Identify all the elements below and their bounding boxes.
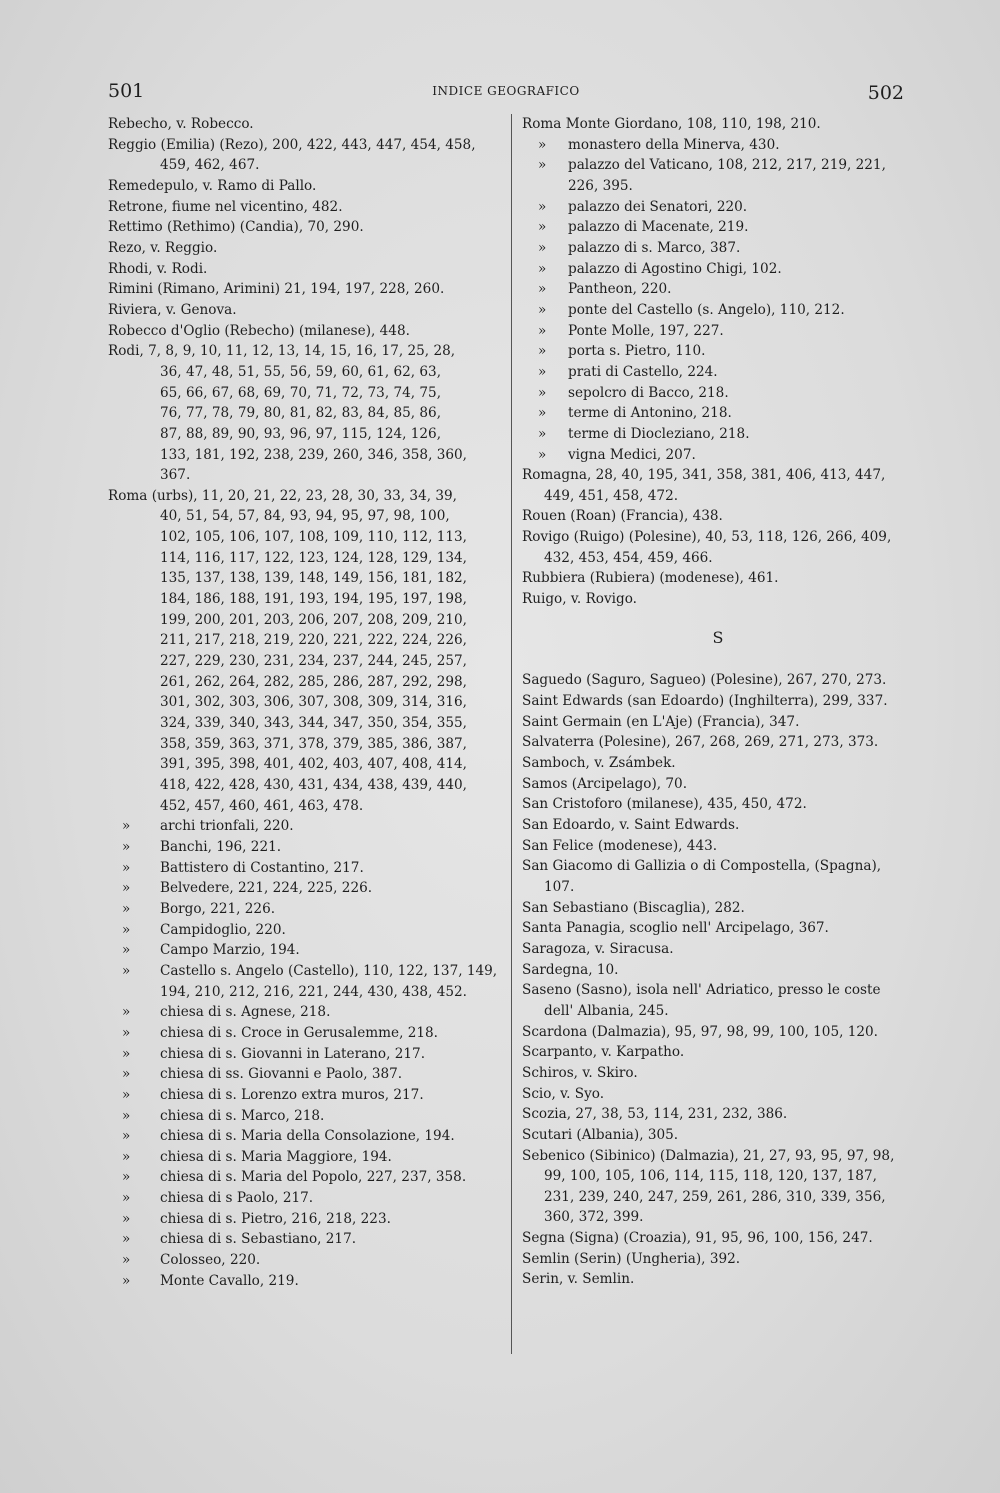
index-entry	[522, 1104, 914, 1125]
ditto-mark: »	[122, 838, 131, 855]
index-entry	[108, 940, 506, 961]
index-entry	[108, 1271, 506, 1292]
entry-text: 184, 186, 188, 191, 193, 194, 195, 197, 198,	[160, 591, 467, 608]
ditto-mark: »	[122, 942, 131, 959]
entry-text: sepolcro di Bacco, 218.	[568, 384, 729, 401]
index-entry	[108, 114, 506, 135]
entry-text: prati di Castello, 224.	[568, 363, 718, 380]
ditto-mark: »	[122, 880, 131, 897]
index-entry	[522, 732, 914, 753]
index-entry	[108, 899, 506, 920]
entry-text: 301, 302, 303, 306, 307, 308, 309, 314, 316,	[160, 694, 467, 711]
index-entry	[522, 1249, 914, 1270]
entry-text: Saint Germain (en L'Aje) (Francia), 347.	[522, 713, 800, 730]
ditto-mark: »	[122, 1004, 131, 1021]
index-entry	[522, 670, 914, 691]
ditto-mark: »	[122, 1169, 131, 1186]
entry-text: Monte Cavallo, 219.	[160, 1272, 299, 1289]
ditto-mark: »	[122, 1024, 131, 1041]
ditto-mark: »	[122, 818, 131, 835]
index-entry	[522, 1207, 914, 1228]
index-entry	[108, 445, 506, 466]
index-entry	[108, 155, 506, 176]
entry-text: 87, 88, 89, 90, 93, 96, 97, 115, 124, 126,	[160, 425, 442, 442]
index-entry	[522, 712, 914, 733]
ditto-mark: »	[122, 1107, 131, 1124]
ditto-mark: »	[538, 239, 547, 256]
index-entry	[108, 1147, 506, 1168]
entry-text: Schiros, v. Skiro.	[522, 1064, 638, 1081]
index-entry	[522, 486, 914, 507]
index-entry	[108, 568, 506, 589]
index-entry	[108, 589, 506, 610]
index-entry	[522, 548, 914, 569]
entry-text: 324, 339, 340, 343, 344, 347, 350, 354, 355,	[160, 715, 467, 732]
index-entry	[522, 774, 914, 795]
entry-text: Semlin (Serin) (Ungheria), 392.	[522, 1250, 741, 1267]
index-entry	[108, 341, 506, 362]
index-entry	[108, 362, 506, 383]
section-letter: S	[712, 627, 724, 647]
ditto-mark: »	[122, 921, 131, 938]
index-entry	[522, 794, 914, 815]
page-number-left: 501	[108, 80, 145, 102]
entry-text: San Felice (modenese), 443.	[522, 837, 718, 854]
index-entry	[108, 775, 506, 796]
ditto-mark: »	[538, 198, 547, 215]
entry-text: San Giacomo di Gallizia o di Compostella, (Spagna),	[522, 858, 882, 875]
index-entry	[108, 1044, 506, 1065]
index-entry	[522, 341, 914, 362]
entry-text: Reggio (Emilia) (Rezo), 200, 422, 443, 447, 454, 458,	[108, 136, 476, 153]
entry-text: 65, 66, 67, 68, 69, 70, 71, 72, 73, 74, 75,	[160, 384, 442, 401]
index-entry	[522, 691, 914, 712]
entry-text: Rouen (Roan) (Francia), 438.	[522, 508, 723, 525]
entry-text: vigna Medici, 207.	[568, 446, 696, 463]
index-entry	[522, 321, 914, 342]
entry-text: San Sebastiano (Biscaglia), 282.	[522, 899, 745, 916]
index-entry	[522, 960, 914, 981]
index-entry	[522, 135, 914, 156]
index-entry	[108, 383, 506, 404]
index-entry	[108, 527, 506, 548]
index-entry	[522, 589, 914, 610]
index-entry	[522, 114, 914, 135]
index-entry	[522, 383, 914, 404]
index-entry	[108, 486, 506, 507]
ditto-mark: »	[122, 1045, 131, 1062]
entry-text: 102, 105, 106, 107, 108, 109, 110, 112, 113,	[160, 529, 467, 546]
index-entry	[108, 548, 506, 569]
entry-text: chiesa di s Paolo, 217.	[160, 1190, 314, 1207]
ditto-mark: »	[538, 343, 547, 360]
entry-text: chiesa di s. Sebastiano, 217.	[160, 1231, 357, 1248]
ditto-mark: »	[122, 900, 131, 917]
ditto-mark: »	[538, 281, 547, 298]
index-entry	[108, 610, 506, 631]
index-entry	[108, 1209, 506, 1230]
index-entry	[108, 672, 506, 693]
index-entry	[522, 424, 914, 445]
ditto-mark: »	[122, 1231, 131, 1248]
entry-text: Saseno (Sasno), isola nell' Adriatico, presso le coste	[522, 982, 881, 999]
index-entry	[108, 176, 506, 197]
index-entry	[522, 1187, 914, 1208]
entry-text: Retrone, fiume nel vicentino, 482.	[108, 198, 343, 215]
ditto-mark: »	[122, 1066, 131, 1083]
entry-text: chiesa di ss. Giovanni e Paolo, 387.	[160, 1066, 403, 1083]
entry-text: Samboch, v. Zsámbek.	[522, 755, 676, 772]
index-entry	[522, 238, 914, 259]
ditto-mark: »	[538, 301, 547, 318]
index-entry	[108, 1250, 506, 1271]
entry-text: 133, 181, 192, 238, 239, 260, 346, 358, 360,	[160, 446, 467, 463]
index-entry	[108, 300, 506, 321]
entry-text: Rezo, v. Reggio.	[108, 239, 218, 256]
index-entry	[108, 321, 506, 342]
index-entry	[522, 1042, 914, 1063]
ditto-mark: »	[538, 446, 547, 463]
index-entry	[522, 362, 914, 383]
index-entry	[108, 197, 506, 218]
entry-text: chiesa di s. Maria del Popolo, 227, 237, 358.	[160, 1169, 467, 1186]
entry-text: porta s. Pietro, 110.	[568, 343, 706, 360]
ditto-mark: »	[538, 425, 547, 442]
index-entry	[522, 259, 914, 280]
entry-text: palazzo del Vaticano, 108, 212, 217, 219, 221,	[568, 157, 886, 174]
index-entry	[108, 630, 506, 651]
index-entry	[108, 424, 506, 445]
ditto-mark: »	[538, 405, 547, 422]
page-title: INDICE GEOGRAFICO	[432, 84, 580, 98]
entry-text: Ponte Molle, 197, 227.	[568, 322, 724, 339]
entry-text: 99, 100, 105, 106, 114, 115, 118, 120, 137, 187,	[544, 1168, 877, 1185]
entry-text: Banchi, 196, 221.	[160, 838, 282, 855]
running-header	[108, 80, 904, 104]
index-entry	[522, 836, 914, 857]
entry-text: chiesa di s. Croce in Gerusalemme, 218.	[160, 1024, 439, 1041]
entry-text: chiesa di s. Pietro, 216, 218, 223.	[160, 1210, 391, 1227]
index-entry	[522, 1166, 914, 1187]
index-entry	[108, 1002, 506, 1023]
entry-text: Sardegna, 10.	[522, 961, 619, 978]
entry-text: chiesa di s. Giovanni in Laterano, 217.	[160, 1045, 426, 1062]
entry-text: monastero della Minerva, 430.	[568, 136, 780, 153]
index-entry	[522, 403, 914, 424]
ditto-mark: »	[122, 1272, 131, 1289]
entry-text: 367.	[160, 467, 191, 484]
entry-text: 391, 395, 398, 401, 402, 403, 407, 408, 414,	[160, 756, 467, 773]
index-entry	[108, 1167, 506, 1188]
ditto-mark: »	[122, 1210, 131, 1227]
entry-text: San Edoardo, v. Saint Edwards.	[522, 817, 740, 833]
entry-text: 360, 372, 399.	[544, 1209, 644, 1226]
index-entry	[522, 279, 914, 300]
index-entry	[108, 465, 506, 486]
index-entry	[108, 982, 506, 1003]
index-entry	[522, 1022, 914, 1043]
entry-text: Rimini (Rimano, Arimini) 21, 194, 197, 228, 260.	[108, 281, 445, 298]
entry-text: Remedepulo, v. Ramo di Pallo.	[108, 177, 317, 194]
index-entry	[108, 403, 506, 424]
entry-text: Roma Monte Giordano, 108, 110, 198, 210.	[522, 116, 821, 132]
index-entry	[108, 713, 506, 734]
index-entry	[522, 1228, 914, 1249]
entry-text: Rhodi, v. Rodi.	[108, 260, 208, 277]
index-entry	[108, 692, 506, 713]
entry-text: Colosseo, 220.	[160, 1252, 261, 1269]
index-entry	[522, 1084, 914, 1105]
ditto-mark: »	[122, 1086, 131, 1103]
index-entry	[522, 506, 914, 527]
ditto-mark: »	[122, 1252, 131, 1269]
entry-text: ponte del Castello (s. Angelo), 110, 212.	[568, 301, 845, 318]
entry-text: Romagna, 28, 40, 195, 341, 358, 381, 406, 413, 447,	[522, 467, 886, 484]
index-entry	[108, 217, 506, 238]
entry-text: Rebecho, v. Robecco.	[108, 116, 254, 132]
index-entry	[522, 877, 914, 898]
entry-text: Santa Panagia, scoglio nell' Arcipelago, 367.	[522, 920, 829, 937]
entry-text: 418, 422, 428, 430, 431, 434, 438, 439, 440,	[160, 777, 467, 793]
entry-text: Saguedo (Saguro, Sagueo) (Polesine), 267, 270, 273.	[522, 672, 887, 689]
entry-text: Rodi, 7, 8, 9, 10, 11, 12, 13, 14, 15, 16, 17, 25, 28,	[108, 343, 456, 360]
ditto-mark: »	[538, 136, 547, 153]
ditto-mark: »	[538, 322, 547, 339]
entry-text: dell' Albania, 245.	[544, 1002, 669, 1019]
entry-text: 231, 239, 240, 247, 259, 261, 286, 310, 339, 356,	[544, 1188, 886, 1205]
entry-text: 211, 217, 218, 219, 220, 221, 222, 224, 226,	[160, 632, 467, 649]
entry-text: terme di Antonino, 218.	[568, 405, 732, 422]
entry-text: 358, 359, 363, 371, 378, 379, 385, 386, 387,	[160, 735, 467, 752]
index-entry	[522, 300, 914, 321]
entry-text: chiesa di s. Agnese, 218.	[160, 1004, 331, 1021]
entry-text: 226, 395.	[568, 177, 633, 194]
entry-text: palazzo di Agostino Chigi, 102.	[568, 260, 782, 277]
index-entry	[522, 176, 914, 197]
index-entry	[108, 279, 506, 300]
index-entry	[522, 1063, 914, 1084]
index-column-right	[522, 114, 914, 1290]
entry-text: 452, 457, 460, 461, 463, 478.	[160, 797, 364, 814]
index-entry	[522, 465, 914, 486]
index-entry	[522, 918, 914, 939]
entry-text: Campo Marzio, 194.	[160, 942, 300, 959]
index-entry	[108, 796, 506, 817]
index-entry	[108, 259, 506, 280]
index-entry	[522, 939, 914, 960]
ditto-mark: »	[122, 859, 131, 876]
index-entry	[108, 1023, 506, 1044]
page-number-right: 502	[867, 82, 904, 104]
entry-text: palazzo di s. Marco, 387.	[568, 239, 741, 256]
entry-text: chiesa di s. Marco, 218.	[160, 1107, 325, 1124]
index-entry	[108, 1126, 506, 1147]
entry-text: archi trionfali, 220.	[160, 818, 294, 835]
index-entry	[522, 898, 914, 919]
index-entry	[108, 858, 506, 879]
entry-text: Borgo, 221, 226.	[160, 900, 276, 917]
index-entry	[108, 734, 506, 755]
index-entry	[522, 1001, 914, 1022]
ditto-mark: »	[538, 157, 547, 174]
entry-text: Ruigo, v. Rovigo.	[522, 591, 637, 608]
ditto-mark: »	[122, 962, 131, 979]
entry-text: 199, 200, 201, 203, 206, 207, 208, 209, 210,	[160, 611, 467, 628]
entry-text: palazzo di Macenate, 219.	[568, 219, 749, 236]
entry-text: Sebenico (Sibinico) (Dalmazia), 21, 27, 93, 95, 97, 98,	[522, 1147, 895, 1164]
index-column-left	[108, 114, 506, 1291]
entry-text: Campidoglio, 220.	[160, 921, 286, 938]
index-entry	[108, 135, 506, 156]
entry-text: Saragoza, v. Siracusa.	[522, 940, 674, 957]
entry-text: 107.	[544, 878, 575, 895]
index-entry	[522, 753, 914, 774]
index-entry	[108, 238, 506, 259]
entry-text: Serin, v. Semlin.	[522, 1271, 635, 1288]
entry-text: chiesa di s. Maria Maggiore, 194.	[160, 1148, 392, 1165]
ditto-mark: »	[538, 260, 547, 277]
entry-text: Rovigo (Ruigo) (Polesine), 40, 53, 118, 126, 266, 409,	[522, 529, 892, 546]
index-entry	[522, 815, 914, 836]
entry-text: chiesa di s. Maria della Consolazione, 194.	[160, 1128, 455, 1145]
entry-text: Battistero di Costantino, 217.	[160, 859, 364, 876]
entry-text: 40, 51, 54, 57, 84, 93, 94, 95, 97, 98, 100,	[160, 508, 450, 525]
index-entry	[108, 1188, 506, 1209]
entry-text: 36, 47, 48, 51, 55, 56, 59, 60, 61, 62, 63,	[160, 363, 442, 380]
entry-text: Belvedere, 221, 224, 225, 226.	[160, 880, 373, 897]
entry-text: 432, 453, 454, 459, 466.	[544, 549, 713, 566]
index-entry	[108, 961, 506, 982]
entry-text: 449, 451, 458, 472.	[544, 487, 679, 504]
entry-text: chiesa di s. Lorenzo extra muros, 217.	[160, 1086, 424, 1103]
index-entry	[108, 1229, 506, 1250]
index-entry	[108, 1064, 506, 1085]
entry-text: Scarpanto, v. Karpatho.	[522, 1044, 685, 1061]
ditto-mark: »	[122, 1148, 131, 1165]
index-entry	[522, 1125, 914, 1146]
index-entry	[522, 197, 914, 218]
index-entry	[522, 527, 914, 548]
entry-text: terme di Diocleziano, 218.	[568, 425, 750, 442]
entry-text: Roma (urbs), 11, 20, 21, 22, 23, 28, 30, 33, 34, 39,	[108, 487, 457, 504]
ditto-mark: »	[538, 219, 547, 236]
entry-text: 194, 210, 212, 216, 221, 244, 430, 438, 452.	[160, 983, 467, 1000]
entry-text: 76, 77, 78, 79, 80, 81, 82, 83, 84, 85, 86,	[160, 405, 442, 422]
entry-text: Segna (Signa) (Croazia), 91, 95, 96, 100, 156, 247.	[522, 1230, 873, 1247]
entry-text: Rubbiera (Rubiera) (modenese), 461.	[522, 570, 779, 587]
entry-text: Scozia, 27, 38, 53, 114, 231, 232, 386.	[522, 1106, 788, 1123]
index-entry	[522, 445, 914, 466]
entry-text: palazzo dei Senatori, 220.	[568, 198, 748, 215]
entry-text: Scutari (Albania), 305.	[522, 1126, 679, 1143]
entry-text: Castello s. Angelo (Castello), 110, 122, 137, 149,	[160, 962, 498, 979]
ditto-mark: »	[122, 1128, 131, 1145]
entry-text: Riviera, v. Genova.	[108, 301, 237, 318]
entry-text: Saint Edwards (san Edoardo) (Inghilterra), 299, 337.	[522, 693, 888, 710]
entry-text: 261, 262, 264, 282, 285, 286, 287, 292, 298,	[160, 673, 467, 690]
index-entry	[522, 980, 914, 1001]
index-entry	[522, 155, 914, 176]
index-entry	[108, 1085, 506, 1106]
entry-text: Scardona (Dalmazia), 95, 97, 98, 99, 100, 105, 120.	[522, 1023, 879, 1040]
ditto-mark: »	[122, 1190, 131, 1207]
entry-text: 459, 462, 467.	[160, 157, 260, 174]
index-entry	[522, 568, 914, 589]
entry-text: 135, 137, 138, 139, 148, 149, 156, 181, 182,	[160, 570, 467, 587]
index-entry	[108, 837, 506, 858]
entry-text: Rettimo (Rethimo) (Candia), 70, 290.	[108, 219, 364, 236]
index-entry	[108, 878, 506, 899]
index-entry	[108, 506, 506, 527]
index-entry	[108, 651, 506, 672]
index-entry	[108, 754, 506, 775]
index-entry	[522, 217, 914, 238]
index-entry	[522, 856, 914, 877]
entry-text: San Cristoforo (milanese), 435, 450, 472.	[522, 796, 807, 813]
index-entry	[522, 1269, 914, 1290]
index-entry	[108, 920, 506, 941]
index-entry	[108, 816, 506, 837]
ditto-mark: »	[538, 363, 547, 380]
column-divider	[511, 114, 512, 1354]
index-entry	[522, 1146, 914, 1167]
entry-text: 227, 229, 230, 231, 234, 237, 244, 245, 257,	[160, 653, 467, 670]
entry-text: Scio, v. Syo.	[522, 1085, 605, 1102]
entry-text: Samos (Arcipelago), 70.	[522, 775, 688, 792]
entry-text: Salvaterra (Polesine), 267, 268, 269, 271, 273, 373.	[522, 734, 879, 751]
entry-text: 114, 116, 117, 122, 123, 124, 128, 129, 134,	[160, 549, 467, 566]
index-entry	[108, 1106, 506, 1127]
entry-text: Robecco d'Oglio (Rebecho) (milanese), 448.	[108, 322, 410, 339]
ditto-mark: »	[538, 384, 547, 401]
entry-text: Pantheon, 220.	[568, 281, 672, 298]
